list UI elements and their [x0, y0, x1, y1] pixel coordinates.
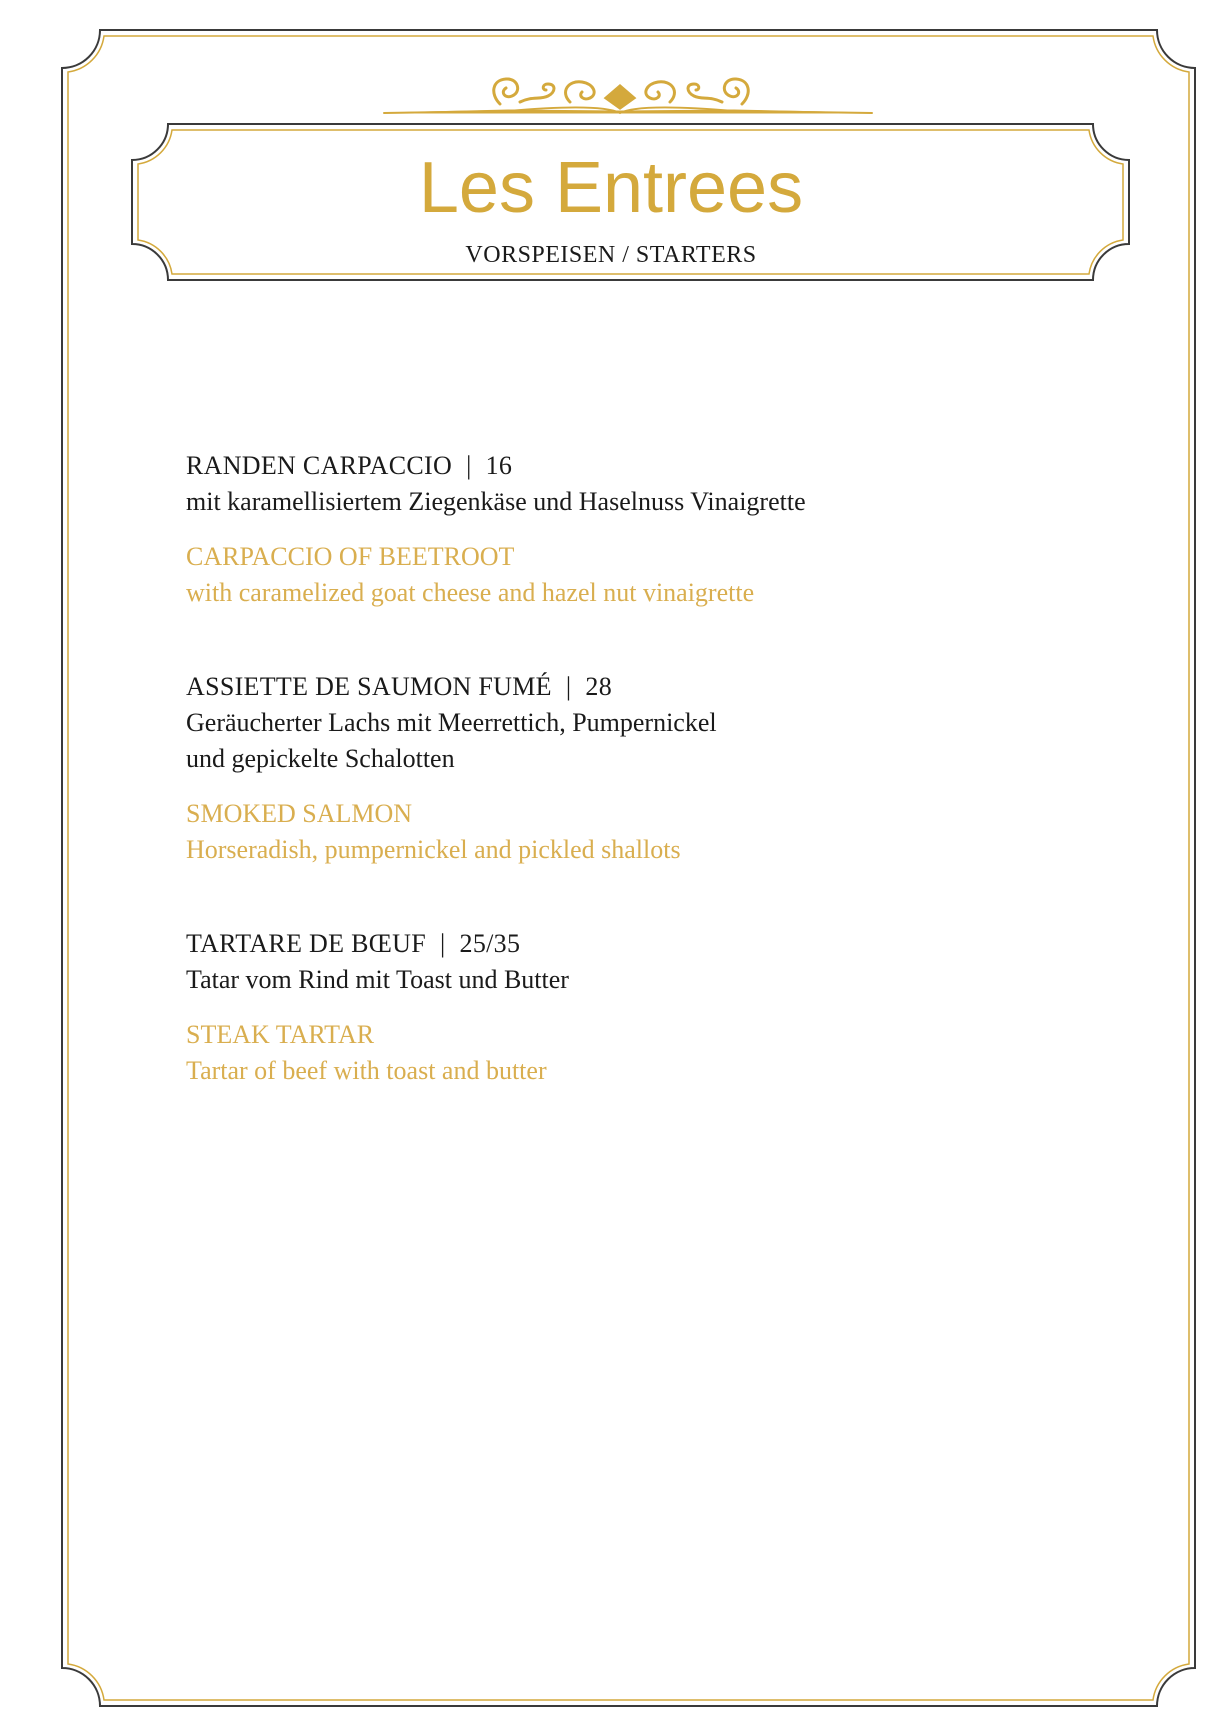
item-desc-de: mit karamellisiertem Ziegenkäse und Haselnuss Vinaigrette	[186, 487, 806, 516]
menu-item	[186, 669, 1046, 868]
item-price: 25/35	[459, 929, 521, 958]
page-title: Les Entrees	[418, 148, 804, 228]
item-price: 16	[485, 451, 513, 480]
item-name-en: SMOKED SALMON	[186, 799, 413, 828]
price-separator: |	[440, 929, 446, 958]
item-desc-de: Geräucherter Lachs mit Meerrettich, Pumpernickel	[186, 708, 717, 737]
item-heading	[186, 448, 1046, 484]
item-name-en: STEAK TARTAR	[186, 1020, 375, 1049]
item-desc-en: Tartar of beef with toast and butter	[186, 1056, 547, 1085]
item-name-de: TARTARE DE BŒUF	[186, 929, 427, 958]
menu-list	[186, 448, 1046, 1147]
item-desc-de: und gepickelte Schalotten	[186, 744, 455, 773]
menu-item	[186, 926, 1046, 1089]
item-name-en: CARPACCIO OF BEETROOT	[186, 542, 515, 571]
item-heading	[186, 926, 1046, 962]
item-price: 28	[585, 672, 612, 701]
price-separator: |	[565, 672, 572, 701]
price-separator: |	[466, 451, 472, 480]
item-desc-en: with caramelized goat cheese and hazel nut vinaigrette	[186, 578, 755, 607]
item-name-de: ASSIETTE DE SAUMON FUMÉ	[186, 672, 552, 701]
item-desc-en: Horseradish, pumpernickel and pickled shallots	[186, 835, 681, 864]
item-desc-de: Tatar vom Rind mit Toast und Butter	[186, 965, 569, 994]
ornament-icon	[384, 79, 872, 113]
page-subtitle: VORSPEISEN / STARTERS	[465, 242, 757, 268]
item-name-de: RANDEN CARPACCIO	[186, 451, 453, 480]
item-heading	[186, 669, 1046, 705]
menu-item	[186, 448, 1046, 611]
